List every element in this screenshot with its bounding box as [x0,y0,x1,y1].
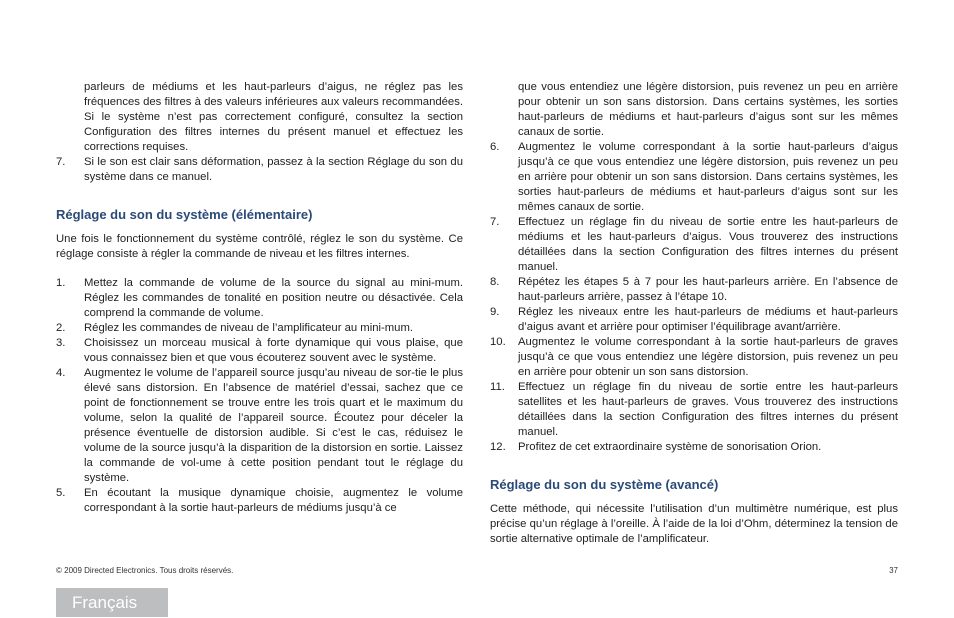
list-item [56,321,463,336]
list-item [490,140,898,215]
section-heading-advanced: Réglage du son du système (avancé) [490,477,719,492]
steps-list [56,276,463,516]
list-item-text: Réglez les commandes de niveau de l’amplificateur au mini-mum. [84,322,414,334]
language-tab: Français [56,588,168,617]
list-item-text: Profitez de cet extraordinaire système de sonorisation Orion. [518,441,822,453]
right-column [490,80,898,547]
list-item [490,380,898,440]
list-item [56,155,463,185]
section-paragraph: Cette méthode, qui nécessite l’utilisation d’un multimètre numérique, est plus précise qu’un réglage à l’oreille. À l’aide de la loi d’Ohm, déterminez la tension de sortie alternative optimale de l’amplificateur. [490,503,898,545]
list-item [490,305,898,335]
list-item [56,486,463,516]
steps-list-continued [490,140,898,455]
list-item-number: 5. [56,487,66,499]
list-item-number: 2. [56,322,66,334]
list-item [56,336,463,366]
section-paragraph: Une fois le fonctionnement du système contrôlé, réglez le son du système. Ce réglage consiste à régler la commande de niveau et les filtres internes. [56,233,463,260]
list-item-text: Mettez la commande de volume de la source du signal au mini-mum. Réglez les commandes de tonalité en position neutre ou désactivée. Cela comprend la commande de volume. [84,277,463,319]
copyright: © 2009 Directed Electronics. Tous droits réservés. [56,566,234,575]
list-item-text: Augmentez le volume correspondant à la sortie haut-parleurs d’aigus jusqu’à ce que vous entendiez une légère distorsion, puis revenez un peu en arrière pour obtenir un son sans distorsion. Dans certains systèmes, les sorties haut-parleurs de médiums et haut-parleurs d’aigus sont sur les mêmes canaux de sortie. [518,141,898,213]
list-item-number: 7. [56,156,66,168]
left-column [56,80,463,516]
list-item-number: 11. [490,381,505,393]
intro-list [56,155,463,185]
list-item [56,366,463,486]
list-item [490,440,898,455]
list-item-text: Effectuez un réglage fin du niveau de sortie entre les haut-parleurs de médiums et les haut-parleurs d’aigus. Vous trouverez des instructions détaillées dans la section Configuration des filtres internes du présent manuel. [518,216,898,273]
page-number: 37 [889,566,898,575]
list-item-number: 6. [490,141,500,153]
section-heading-basic: Réglage du son du système (élémentaire) [56,207,313,222]
list-item-text: Augmentez le volume correspondant à la sortie haut-parleurs de graves jusqu’à ce que vous entendiez une légère distorsion, puis revenez un peu en arrière pour obtenir un son sans distorsion. [518,336,898,378]
list-item [490,275,898,305]
list-item-number: 8. [490,276,500,288]
list-item-number: 7. [490,216,500,228]
list-item-number: 9. [490,306,500,318]
list-item-text: Réglez les niveaux entre les haut-parleurs de médiums et haut-parleurs d’aigus avant et arrière pour optimiser l’équilibrage avant/arrière. [518,306,898,333]
list-item-number: 1. [56,277,66,289]
list-item [490,335,898,380]
intro-continuation: parleurs de médiums et les haut-parleurs d’aigus, ne réglez pas les fréquences des filtres à des valeurs inférieures aux valeurs recommandées. Si le système n’est pas correctement configuré, consultez la section Configuration des filtres internes du présent manuel et effectuez les corrections requises. [84,81,463,153]
list-item-text: En écoutant la musique dynamique choisie, augmentez le volume correspondant à la sortie haut-parleurs de médiums jusqu’à ce [84,487,463,514]
list-item-text: Effectuez un réglage fin du niveau de sortie entre les haut-parleurs satellites et les haut-parleurs de graves. Vous trouverez des instructions détaillées dans la section Configuration des filtres internes du présent manuel. [518,381,898,438]
step-continuation: que vous entendiez une légère distorsion, puis revenez un peu en arrière pour obtenir un son sans distorsion. Dans certains systèmes, les sorties haut-parleurs de médiums et haut-parleurs d’aigus sont sur les mêmes canaux de sortie. [518,81,898,138]
list-item-number: 12. [490,441,506,453]
list-item-text: Choisissez un morceau musical à forte dynamique qui vous plaise, que vous connaissez bien et que vous écouterez souvent avec le système. [84,337,463,364]
list-item [56,276,463,321]
list-item-number: 10. [490,336,506,348]
list-item-number: 4. [56,367,66,379]
list-item-text: Augmentez le volume de l’appareil source jusqu’au niveau de sor-tie le plus élevé sans distorsion. En l’absence de matériel d’essai, sachez que ce point de fonctionnement se trouve entre les trois quart et le maximum du volume, selon la qualité de l’appareil source. Écoutez pour déceler la présence éventuelle de distorsion audible. Si c’est le cas, réduisez le volume de la source jusqu’à la disparition de la distorsion en sortie. Laissez la commande de vol-ume à cette position pendant tout le réglage du système. [84,367,463,484]
list-item [490,215,898,275]
list-item-text: Si le son est clair sans déformation, passez à la section Réglage du son du système dans ce manuel. [84,156,463,183]
list-item-text: Répétez les étapes 5 à 7 pour les haut-parleurs arrière. En l’absence de haut-parleurs arrière, passez à l’étape 10. [518,276,898,303]
list-item-number: 3. [56,337,66,349]
